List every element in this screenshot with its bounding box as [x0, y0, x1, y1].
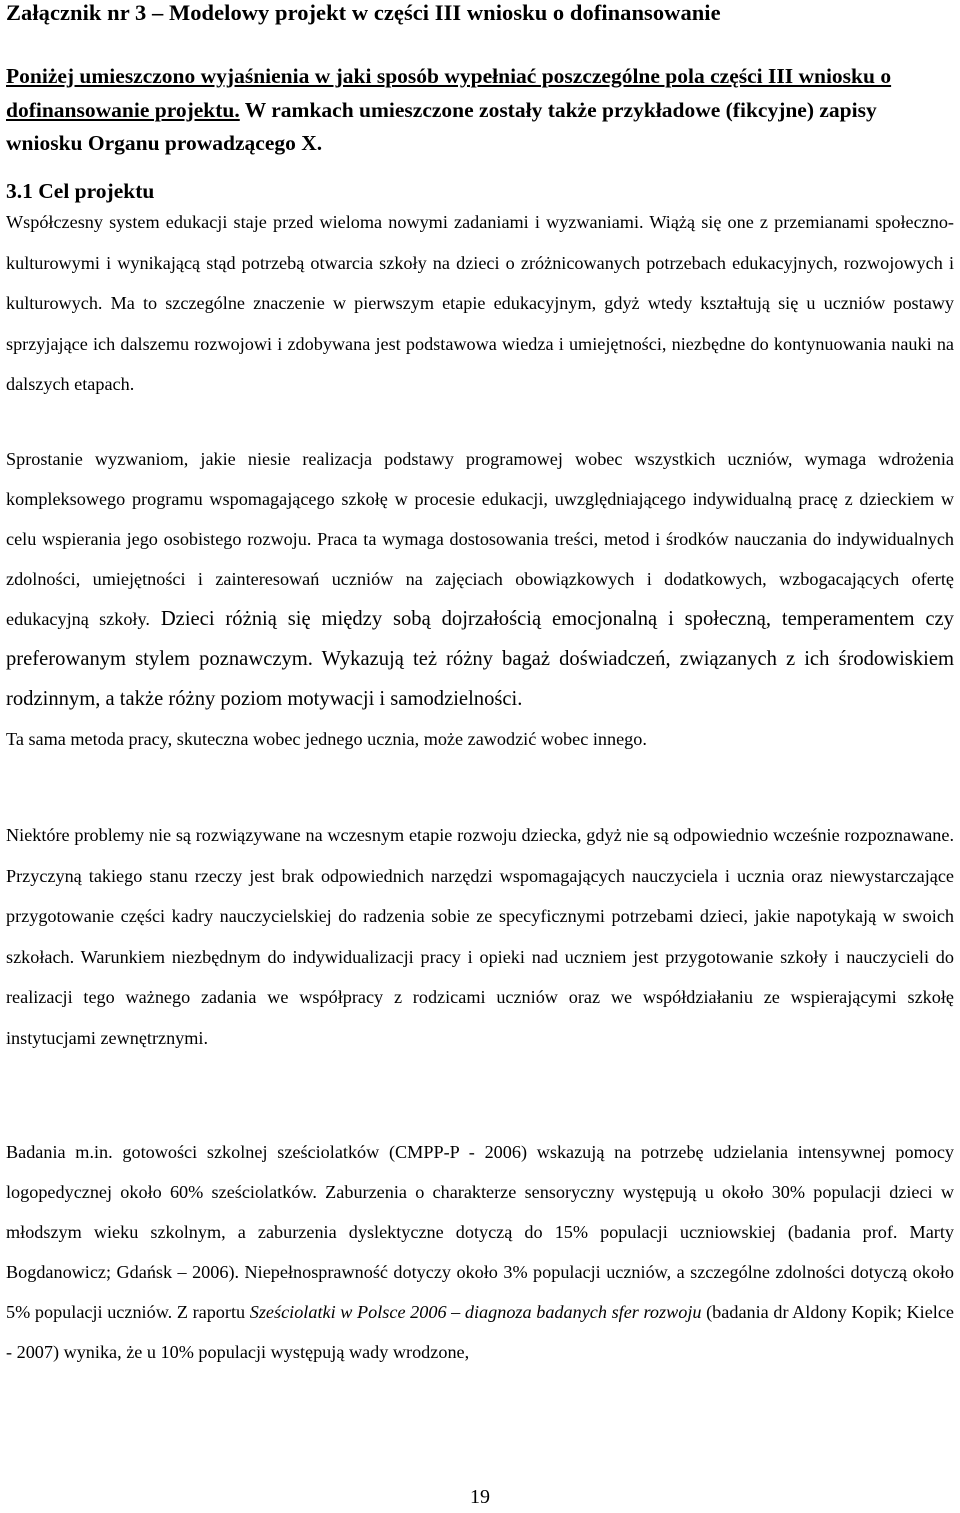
paragraph-4 — [6, 1132, 954, 1372]
paragraph-4b: (badania dr Aldony Kopik; Kielce - 2007) wynika, że u 10% populacji występują wady wrodzone, — [6, 1302, 954, 1362]
paragraph-4a: Badania m.in. gotowości szkolnej sześciolatków (CMPP-P - 2006) wskazują na potrzebę udzielania intensywnej pomocy logopedycznej około 60% sześciolatków. Zaburzenia o charakterze sensoryczny występują u około 30% populacji dzieci w młodszym wieku szkolnym, a zaburzenia dyslektyczne dotyczą do 15% populacji uczniowskiej (badania prof. Marty Bogdanowicz; Gdańsk – 2006). Niepełnosprawność dotyczy około 3% populacji uczniów, a szczególne zdolności dotyczą około 5% populacji uczniów. Z raportu — [6, 1142, 954, 1322]
paragraph-2 — [6, 439, 954, 759]
paragraph-2b: Dzieci różnią się między sobą dojrzałością emocjonalną i społeczną, temperamentem czy preferowanym stylem poznawczym. Wykazują też różny bagaż doświadczeń, związanych z ich środowiskiem rodzinnym, a także różny poziom motywacji i samodzielności. — [6, 608, 954, 710]
page-number: 19 — [470, 1486, 490, 1508]
intro-text — [6, 60, 954, 161]
intro-rest: W ramkach umieszczone zostały także przykładowe (fikcyjne) zapisy wniosku Organu prowadzącego X. — [6, 97, 877, 155]
paragraph-2c: Ta sama metoda pracy, skuteczna wobec jednego ucznia, może zawodzić wobec innego. — [6, 729, 647, 749]
section-heading: 3.1 Cel projektu — [6, 179, 155, 203]
paragraph-2a: Sprostanie wyzwaniom, jakie niesie realizacja podstawy programowej wobec wszystkich uczniów, wymaga wdrożenia kompleksowego programu wspomagającego szkołę w procesie edukacji, uwzględniającego indywidualną pracę z dzieckiem w celu wspierania jego osobistego rozwoju. Praca ta wymaga dostosowania treści, metod i środków nauczania do indywidualnych zdolności, umiejętności i zainteresowań uczniów na zajęciach obowiązkowych i dodatkowych, wzbogacających ofertę edukacyjną szkoły. — [6, 449, 954, 629]
paragraph-1: Współczesny system edukacji staje przed wieloma nowymi zadaniami i wyzwaniami. Wiążą się one z przemianami społeczno-kulturowymi i wynikającą stąd potrzebą otwarcia szkoły na dzieci o zróżnicowanych potrzebach edukacyjnych, rozwojowych i kulturowych. Ma to szczególne znaczenie w pierwszym etapie edukacyjnym, gdyż wtedy kształtują się u uczniów postawy sprzyjające ich dalszemu rozwojowi i zdobywana jest podstawowa wiedza i umiejętności, niezbędne do kontynuowania nauki na dalszych etapach. — [6, 212, 954, 395]
paragraph-3: Niektóre problemy nie są rozwiązywane na wczesnym etapie rozwoju dziecka, gdyż nie są odpowiednio wcześnie rozpoznawane. Przyczyną takiego stanu rzeczy jest brak odpowiednich narzędzi wspomagających nauczyciela i ucznia oraz niewystarczające przygotowanie części kadry nauczycielskiej do radzenia sobie ze specyficznymi potrzebami dzieci, jakie napotykają w swoich szkołach. Warunkiem niezbędnym do indywidualizacji pracy i opieki nad uczniem jest przygotowanie szkoły i nauczycieli do realizacji tego ważnego zadania we współpracy z rodzicami uczniów oraz we współdziałaniu ze wspierającymi szkołę instytucjami zewnętrznymi. — [6, 825, 954, 1048]
intro-underlined: Poniżej umieszczono wyjaśnienia w jaki sposób wypełniać poszczególne pola części III wniosku o dofinansowanie projektu. — [6, 64, 892, 122]
document-title: Załącznik nr 3 – Modelowy projekt w części III wniosku o dofinansowanie — [6, 0, 721, 25]
report-title-italic: Sześciolatki w Polsce 2006 – diagnoza badanych sfer rozwoju — [249, 1302, 702, 1322]
